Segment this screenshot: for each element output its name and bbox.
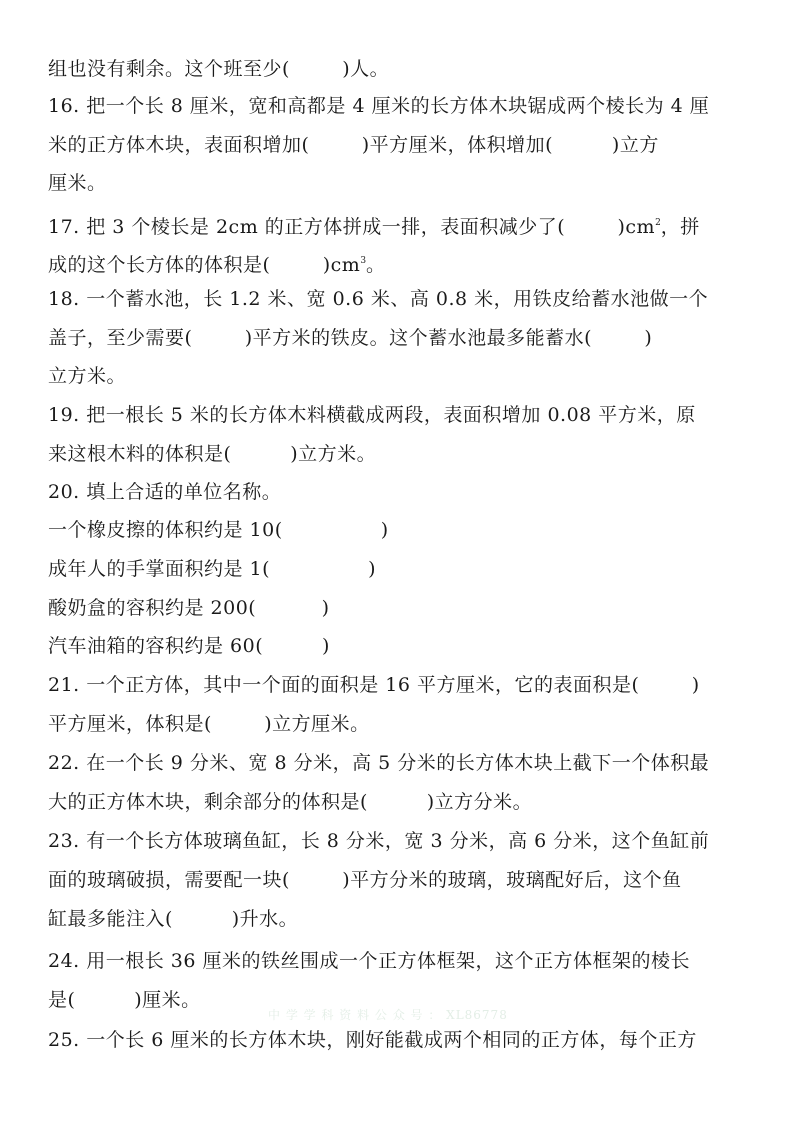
text-line-1: 组也没有剩余。这个班至少( )人。 (48, 58, 390, 80)
text-line-20: 大的正方体木块，剩余部分的体积是( )立方分米。 (48, 791, 533, 813)
text-line-3: 米的正方体木块，表面积增加( )平方厘米，体积增加( )立方 (48, 134, 659, 156)
text-line-9: 立方米。 (48, 365, 127, 387)
text-line-18: 平方厘米，体积是( )立方厘米。 (48, 713, 370, 735)
watermark: 中 学 学 科 资 料 公 众 号 ： XL86778 (268, 1008, 508, 1022)
q17-line2-text: 成的这个长方体的体积是( )cm (48, 254, 361, 276)
text-line-22: 面的玻璃破损，需要配一块( )平方分米的玻璃，玻璃配好后，这个鱼 (48, 869, 682, 891)
text-line-23: 缸最多能注入( )升水。 (48, 908, 299, 930)
text-line-10: 19. 把一根长 5 米的长方体木料横截成两段，表面积增加 0.08 平方米，原 (48, 404, 696, 426)
text-line-19: 22. 在一个长 9 分米、宽 8 分米，高 5 分米的长方体木块上截下一个体积最 (48, 752, 710, 774)
text-line-8: 盖子，至少需要( )平方米的铁皮。这个蓄水池最多能蓄水( ) (48, 327, 653, 349)
q17-line1-superscript: 2 (655, 218, 661, 228)
text-line-21: 23. 有一个长方体玻璃鱼缸，长 8 分米，宽 3 分米，高 6 分米，这个鱼缸前 (48, 830, 710, 852)
text-line-6 (48, 248, 386, 278)
text-line-5 (48, 210, 700, 240)
text-line-13: 一个橡皮擦的体积约是 10( ) (48, 519, 389, 541)
q17-line1-tail: ，拼 (660, 216, 700, 238)
q17-line1-text: 17. 把 3 个棱长是 2cm 的正方体拼成一排，表面积减少了( )cm (48, 216, 656, 238)
text-line-7: 18. 一个蓄水池，长 1.2 米、宽 0.6 米、高 0.8 米，用铁皮给蓄水池做一个 (48, 288, 709, 310)
text-line-11: 来这根木料的体积是( )立方米。 (48, 443, 377, 465)
text-line-25: 是( )厘米。 (48, 989, 201, 1011)
text-line-14: 成年人的手掌面积约是 1( ) (48, 558, 377, 580)
text-line-16: 汽车油箱的容积约是 60( ) (48, 635, 330, 657)
q17-line2-superscript: 3 (360, 256, 367, 266)
text-line-26: 25. 一个长 6 厘米的长方体木块，刚好能截成两个相同的正方体，每个正方 (48, 1029, 697, 1051)
text-line-24: 24. 用一根长 36 厘米的铁丝围成一个正方体框架，这个正方体框架的棱长 (48, 950, 691, 972)
text-line-12: 20. 填上合适的单位名称。 (48, 481, 282, 503)
text-line-2: 16. 把一个长 8 厘米，宽和高都是 4 厘米的长方体木块锯成两个棱长为 4 厘 (48, 95, 710, 117)
text-line-4: 厘米。 (48, 172, 107, 194)
q17-line2-tail: 。 (366, 254, 386, 276)
text-line-17: 21. 一个正方体，其中一个面的面积是 16 平方厘米，它的表面积是( ) (48, 674, 700, 696)
text-line-15: 酸奶盒的容积约是 200( ) (48, 597, 330, 619)
